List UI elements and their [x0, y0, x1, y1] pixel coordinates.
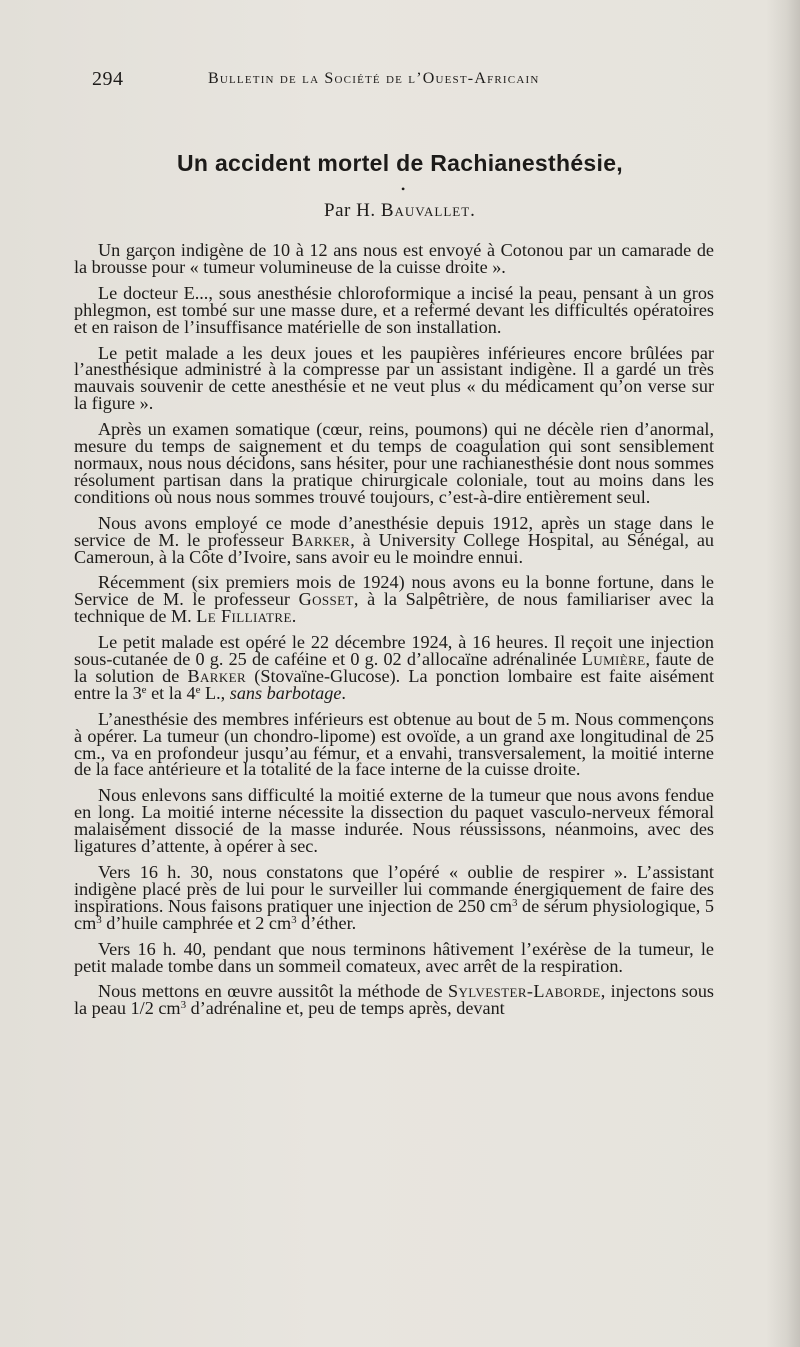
text-run: Vers 16 h. 30, nous constatons que l’opéré « oublie de respirer ». L’assistant indigène placé près de lui pour le surveiller lui commande énergiquement de faire des inspirations. Nous faisons pratiquer une injection de 250 cm [74, 862, 714, 916]
proper-name: Le Filliatre [196, 606, 292, 627]
paragraph [74, 242, 714, 276]
italic-text: sans barbotage [229, 682, 342, 703]
text-run: , à University College Hospital, au Sénégal, au Cameroun, à la Côte d’Ivoire, sans avoir eu le moindre ennui. [74, 529, 714, 567]
text-run: Nous avons employé ce mode d’anesthésie depuis 1912, après un stage dans le service de M. le professeur [74, 512, 714, 550]
text-run: Le docteur E..., sous anesthésie chloroformique a incisé la peau, pensant à un gros phlegmon, est tombé sur une masse dure, et a refermé devant les difficultés opératoires et en raison de l’insuffisance matérielle de son installation. [74, 282, 714, 337]
text-run: Nous enlevons sans difficulté la moitié externe de la tumeur que nous avons fendue en long. La moitié interne nécessite la dissection du paquet vasculo-nerveux fémoral malaisément dissocié de la masse indurée. Nous réussissons, néanmoins, avec des ligatures d’attente, à opérer à sec. [74, 785, 714, 857]
text-run: d’éther. [296, 912, 357, 933]
author-name: Bauvallet. [380, 200, 476, 221]
byline-prefix: Par H. [324, 200, 376, 221]
text-run: Un garçon indigène de 10 à 12 ans nous est envoyé à Cotonou par un camarade de la brousse pour « tumeur volumineuse de la cuisse droite ». [74, 240, 714, 277]
paragraph [74, 574, 714, 625]
text-run: Nous mettons en œuvre aussitôt la méthode de [98, 981, 448, 1002]
text-run: , faute de la solution de [74, 649, 714, 686]
superscript: 3 [180, 999, 187, 1012]
paragraph [74, 421, 714, 506]
ornament-dot: • [401, 182, 406, 196]
paragraph [74, 938, 714, 976]
proper-name: Barker [291, 529, 351, 550]
text-run: d’adrénaline et, peu de temps après, devant [186, 998, 505, 1019]
superscript: 3 [291, 913, 297, 926]
proper-name: Lumière [581, 649, 646, 670]
byline [0, 200, 800, 222]
page-header [92, 68, 732, 98]
paragraph [74, 634, 714, 702]
text-run: Le petit malade est opéré le 22 décembre 1924, à 16 heures. Il reçoit une injection sous-cutanée de 0 g. 25 de caféine et 0 g. 02 d’allocaïne adrénalinée [74, 632, 714, 670]
superscript: e [141, 683, 147, 696]
text-run: , injectons sous la peau 1/2 cm [74, 981, 714, 1019]
paragraph [74, 282, 714, 337]
text-run: Vers 16 h. 40, pendant que nous terminons hâtivement l’exérèse de la tumeur, le petit malade tombe dans un sommeil comateux, avec arrêt de la respiration. [74, 938, 714, 976]
text-run: Après un examen somatique (cœur, reins, poumons) qui ne décèle rien d’anormal, mesure du temps de saignement et du temps de coagulation qui sont sensiblement normaux, nous nous décidons, sans hésiter, pour une rachianesthésie dont nous sommes résolument partisan dans la pratique chirurgicale coloniale, tout au moins dans les conditions où nous nous sommes trouvé toujours, c’est-à-dire entièrement seul. [74, 419, 714, 507]
superscript: e [195, 683, 201, 696]
article-body [74, 242, 714, 1026]
paragraph [74, 512, 714, 567]
page-number: 294 [92, 68, 124, 90]
superscript: 3 [511, 896, 518, 909]
text-run: (Stovaïne-Glucose). La ponction lombaire est faite aisément entre la 3 [74, 665, 714, 703]
paragraph [74, 787, 714, 855]
text-run: de sérum physiologique, 5 cm [74, 895, 714, 933]
paragraph [74, 342, 714, 414]
paragraph [74, 708, 714, 780]
article-title: Un accident mortel de Rachianesthésie, [177, 150, 623, 176]
proper-name: Gosset [298, 589, 354, 610]
text-run: . [341, 682, 346, 703]
text-run: L., [200, 682, 230, 703]
text-run: . [291, 606, 297, 627]
running-head: Bulletin de la Société de l’Ouest-Africain [208, 70, 540, 87]
text-run: L’anesthésie des membres inférieurs est obtenue au bout de 5 m. Nous commençons à opérer. La tumeur (un chondro-lipome) est ovoïde, a un grand axe longitudinal de 25 cm., va en profondeur jusqu’au fémur, et a envahi, transversalement, la moitié interne de la face antérieure et la totalité de la face interne de la cuisse droite. [74, 708, 714, 780]
text-run: Le petit malade a les deux joues et les paupières inférieures encore brûlées par l’anesthésique administré à la compresse par un assistant indigène. Il a gardé un très mauvais souvenir de cette anesthésie et ne veut plus « du médicament qu’on verse sur la figure ». [74, 342, 714, 414]
paragraph [74, 864, 714, 932]
text-run: Récemment (six premiers mois de 1924) nous avons eu la bonne fortune, dans le Service de M. le professeur [74, 572, 714, 610]
text-run: d’huile camphrée et 2 cm [101, 912, 292, 933]
text-run: et la 4 [146, 682, 196, 703]
proper-name: Barker [187, 665, 247, 686]
superscript: 3 [96, 913, 102, 926]
paragraph [74, 983, 714, 1017]
text-run: , à la Salpêtrière, de nous familiariser avec la technique de M. [74, 589, 714, 627]
proper-name: Sylvester-Laborde [447, 981, 601, 1002]
